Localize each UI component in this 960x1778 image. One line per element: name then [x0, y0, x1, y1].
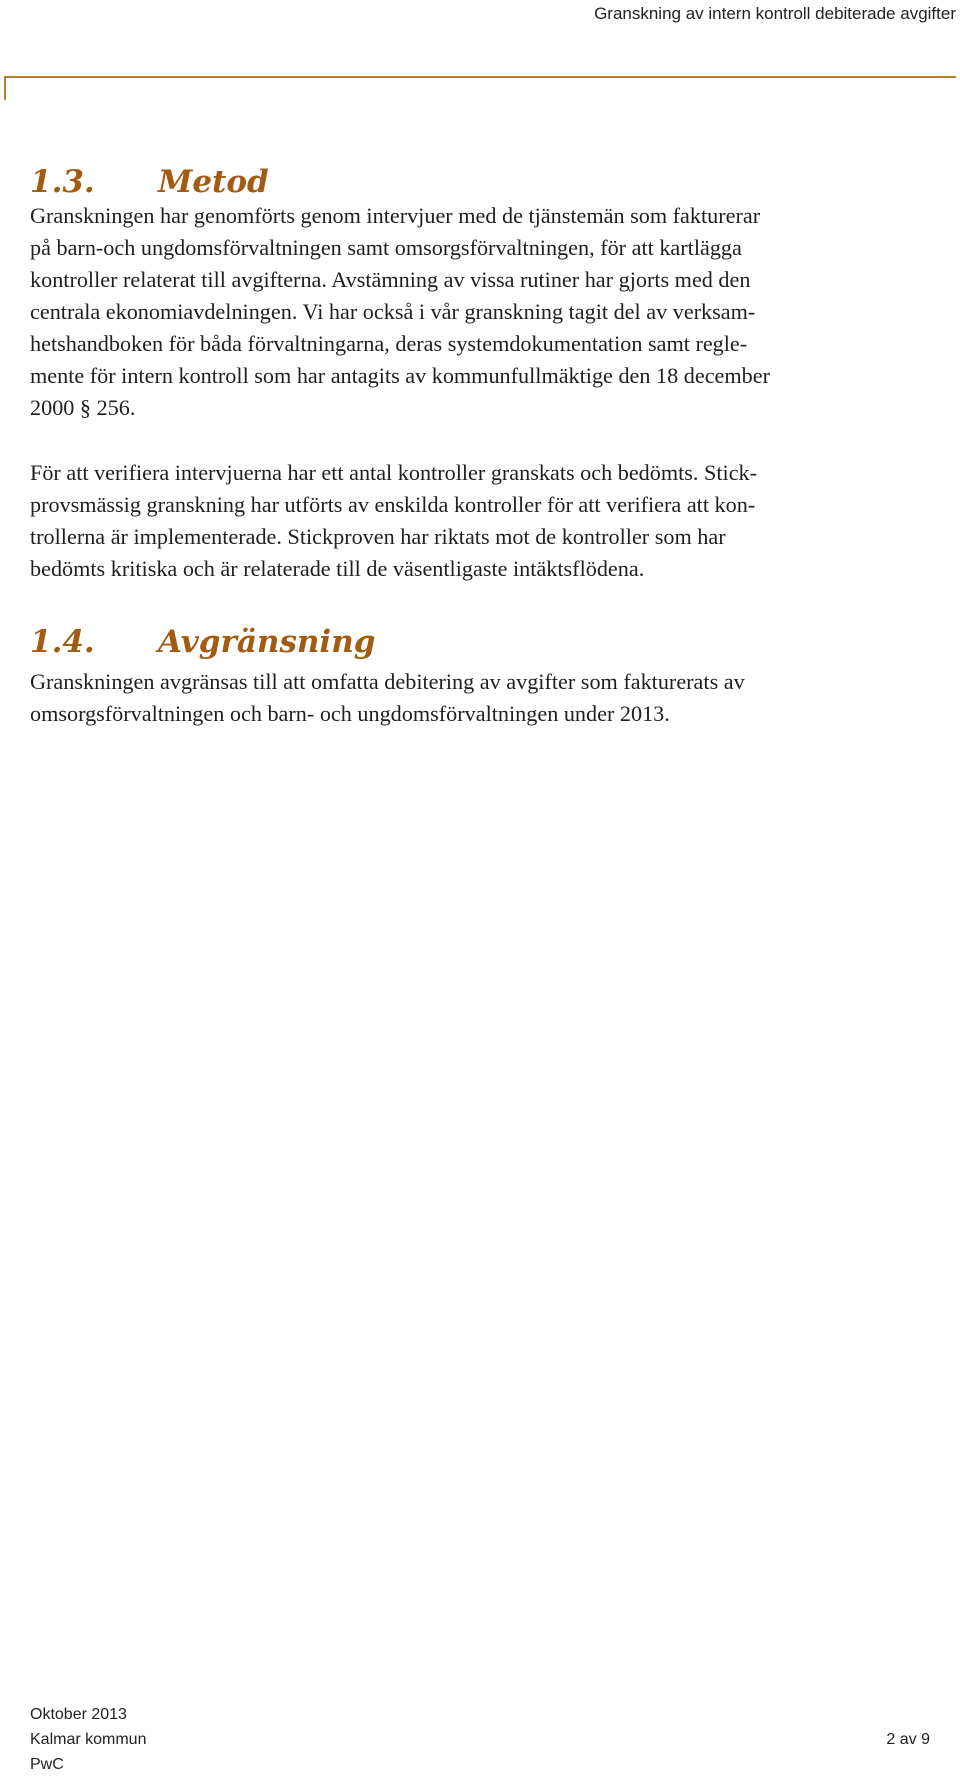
text-line: mente för intern kontroll som har antagits av kommunfullmäktige den 18 december	[30, 363, 770, 388]
text-line: provsmässig granskning har utförts av enskilda kontroller för att verifiera att kon-	[30, 492, 756, 517]
text-line: Granskningen avgränsas till att omfatta debitering av avgifter som fakturerats av	[30, 669, 745, 694]
section-avgransning	[30, 622, 940, 662]
header-rule	[4, 76, 956, 78]
text-line: Granskningen har genomförts genom intervjuer med de tjänstemän som fakturerar	[30, 203, 761, 228]
paragraph	[30, 666, 940, 730]
page-footer	[30, 1702, 930, 1777]
paragraph-avgransning-1	[30, 666, 940, 730]
paragraph-metod-1	[30, 200, 940, 424]
section-number: 1.4.	[30, 624, 95, 660]
text-line: För att verifiera intervjuerna har ett antal kontroller granskats och bedömts. Stick-	[30, 460, 758, 485]
header-rule-tick	[4, 76, 6, 100]
text-line: på barn-och ungdomsförvaltningen samt omsorgsförvaltningen, för att kartlägga	[30, 235, 742, 260]
section-heading-metod	[30, 162, 940, 202]
document-header-title: Granskning av intern kontroll debiterade avgifter	[594, 4, 956, 23]
footer-date: Oktober 2013	[30, 1706, 127, 1723]
text-line: omsorgsförvaltningen och barn- och ungdomsförvaltningen under 2013.	[30, 701, 670, 726]
section-title: Metod	[158, 164, 269, 200]
page-number: 2 av 9	[886, 1731, 930, 1748]
paragraph-metod-2	[30, 457, 940, 585]
section-number: 1.3.	[30, 164, 95, 200]
footer-firm: PwC	[30, 1756, 64, 1773]
section-metod	[30, 162, 940, 202]
text-line: 2000 § 256.	[30, 395, 136, 420]
text-line: kontroller relaterat till avgifterna. Avstämning av vissa rutiner har gjorts med den	[30, 267, 751, 292]
paragraph	[30, 457, 940, 585]
paragraph	[30, 200, 940, 424]
section-title: Avgränsning	[158, 624, 376, 660]
text-line: bedömts kritiska och är relaterade till de väsentligaste intäktsflödena.	[30, 556, 645, 581]
section-heading-avgransning	[30, 622, 940, 662]
text-line: centrala ekonomiavdelningen. Vi har också i vår granskning tagit del av verksam-	[30, 299, 756, 324]
text-line: hetshandboken för båda förvaltningarna, deras systemdokumentation samt regle-	[30, 331, 748, 356]
text-line: trollerna är implementerade. Stickproven har riktats mot de kontroller som har	[30, 524, 726, 549]
footer-organization: Kalmar kommun	[30, 1731, 147, 1748]
